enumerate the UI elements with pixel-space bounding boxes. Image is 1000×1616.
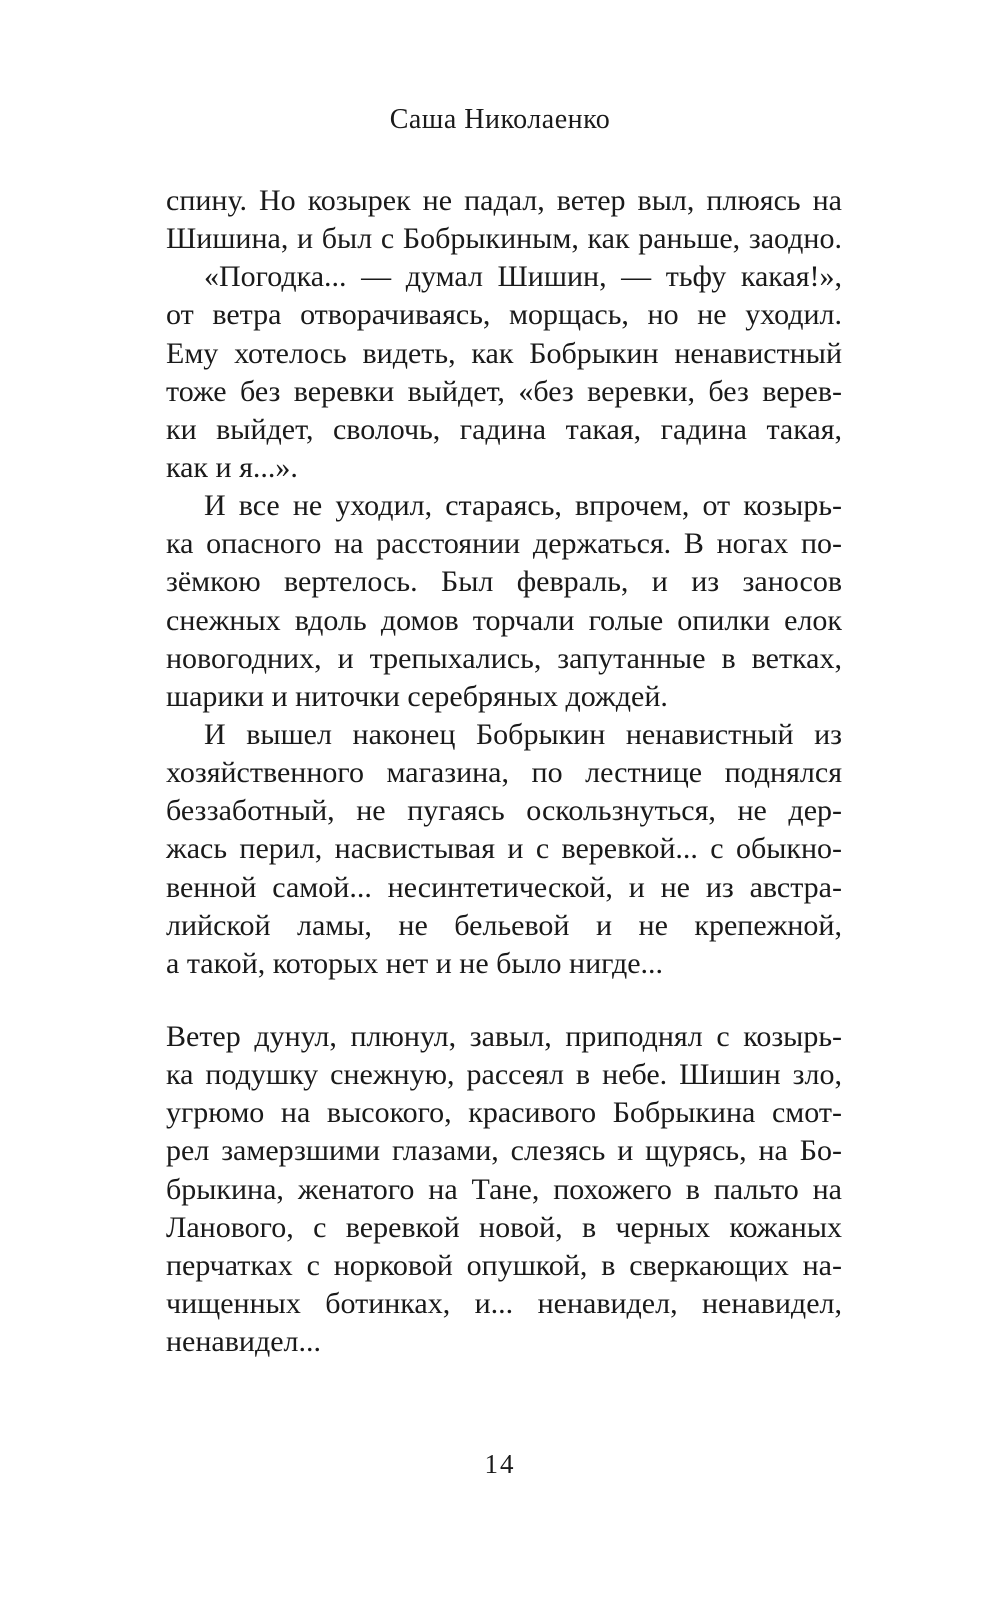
text-line: ки выйдет, сволочь, гадина такая, гадина такая, bbox=[166, 412, 842, 446]
text-line: И все не уходил, стараясь, впрочем, от козырь- bbox=[204, 489, 842, 523]
text-line: брыкина, женатого на Тане, похожего в пальто на bbox=[166, 1172, 842, 1206]
running-head-author: Саша Николаенко bbox=[389, 104, 611, 135]
text-line: ненавидел... bbox=[166, 1325, 322, 1359]
text-line: И вышел наконец Бобрыкин ненавистный из bbox=[204, 717, 842, 751]
text-line: жась перил, насвистывая и с веревкой... с обыкно- bbox=[166, 832, 842, 866]
text-block-1 bbox=[166, 182, 842, 983]
text-line: ка опасного на расстоянии держаться. В ногах по- bbox=[166, 527, 842, 561]
text-line: хозяйственного магазина, по лестнице поднялся bbox=[166, 756, 842, 790]
text-line: Ланового, с веревкой новой, в черных кожаных bbox=[166, 1210, 842, 1244]
text-line: снежных вдоль домов торчали голые опилки елок bbox=[166, 603, 842, 637]
text-line: венной самой... несинтетической, и не из австра- bbox=[166, 870, 842, 904]
text-line: беззаботный, не пугаясь оскользнуться, не дер- bbox=[166, 794, 842, 828]
text-block-2 bbox=[166, 1018, 842, 1361]
text-line: тоже без веревки выйдет, «без веревки, без верев- bbox=[166, 374, 842, 408]
text-line: а такой, которых нет и не было нигде... bbox=[166, 946, 664, 980]
text-line: перчатках с норковой опушкой, в сверкающих на- bbox=[166, 1248, 842, 1282]
text-line: спину. Но козырек не падал, ветер выл, плюясь на bbox=[166, 184, 842, 217]
text-line: угрюмо на высокого, красивого Бобрыкина смот- bbox=[166, 1096, 842, 1130]
text-line: «Погодка... — думал Шишин, — тьфу какая!», bbox=[204, 260, 842, 294]
text-line: новогодних, и трепыхались, запутанные в ветках, bbox=[166, 641, 842, 675]
page-number: 14 bbox=[484, 1449, 516, 1479]
text-line: шарики и ниточки серебряных дождей. bbox=[166, 679, 668, 713]
text-line: рел замерзшими глазами, слезясь и щурясь, на Бо- bbox=[166, 1134, 842, 1168]
text-line: Шишина, и был с Бобрыкиным, как раньше, заодно. bbox=[166, 222, 842, 256]
text-line: чищенных ботинках, и... ненавидел, ненавидел, bbox=[166, 1286, 842, 1320]
text-line: ка подушку снежную, рассеял в небе. Шишин зло, bbox=[166, 1058, 842, 1092]
text-line: как и я...». bbox=[166, 450, 298, 484]
text-line: от ветра отворачиваясь, морщась, но не уходил. bbox=[166, 298, 842, 332]
text-line: Ветер дунул, плюнул, завыл, приподнял с козырь- bbox=[166, 1020, 842, 1053]
text-line: зёмкою вертелось. Был февраль, и из заносов bbox=[166, 565, 842, 599]
text-line: Ему хотелось видеть, как Бобрыкин ненавистный bbox=[166, 336, 842, 370]
text-line: лийской ламы, не бельевой и не крепежной, bbox=[166, 908, 842, 942]
